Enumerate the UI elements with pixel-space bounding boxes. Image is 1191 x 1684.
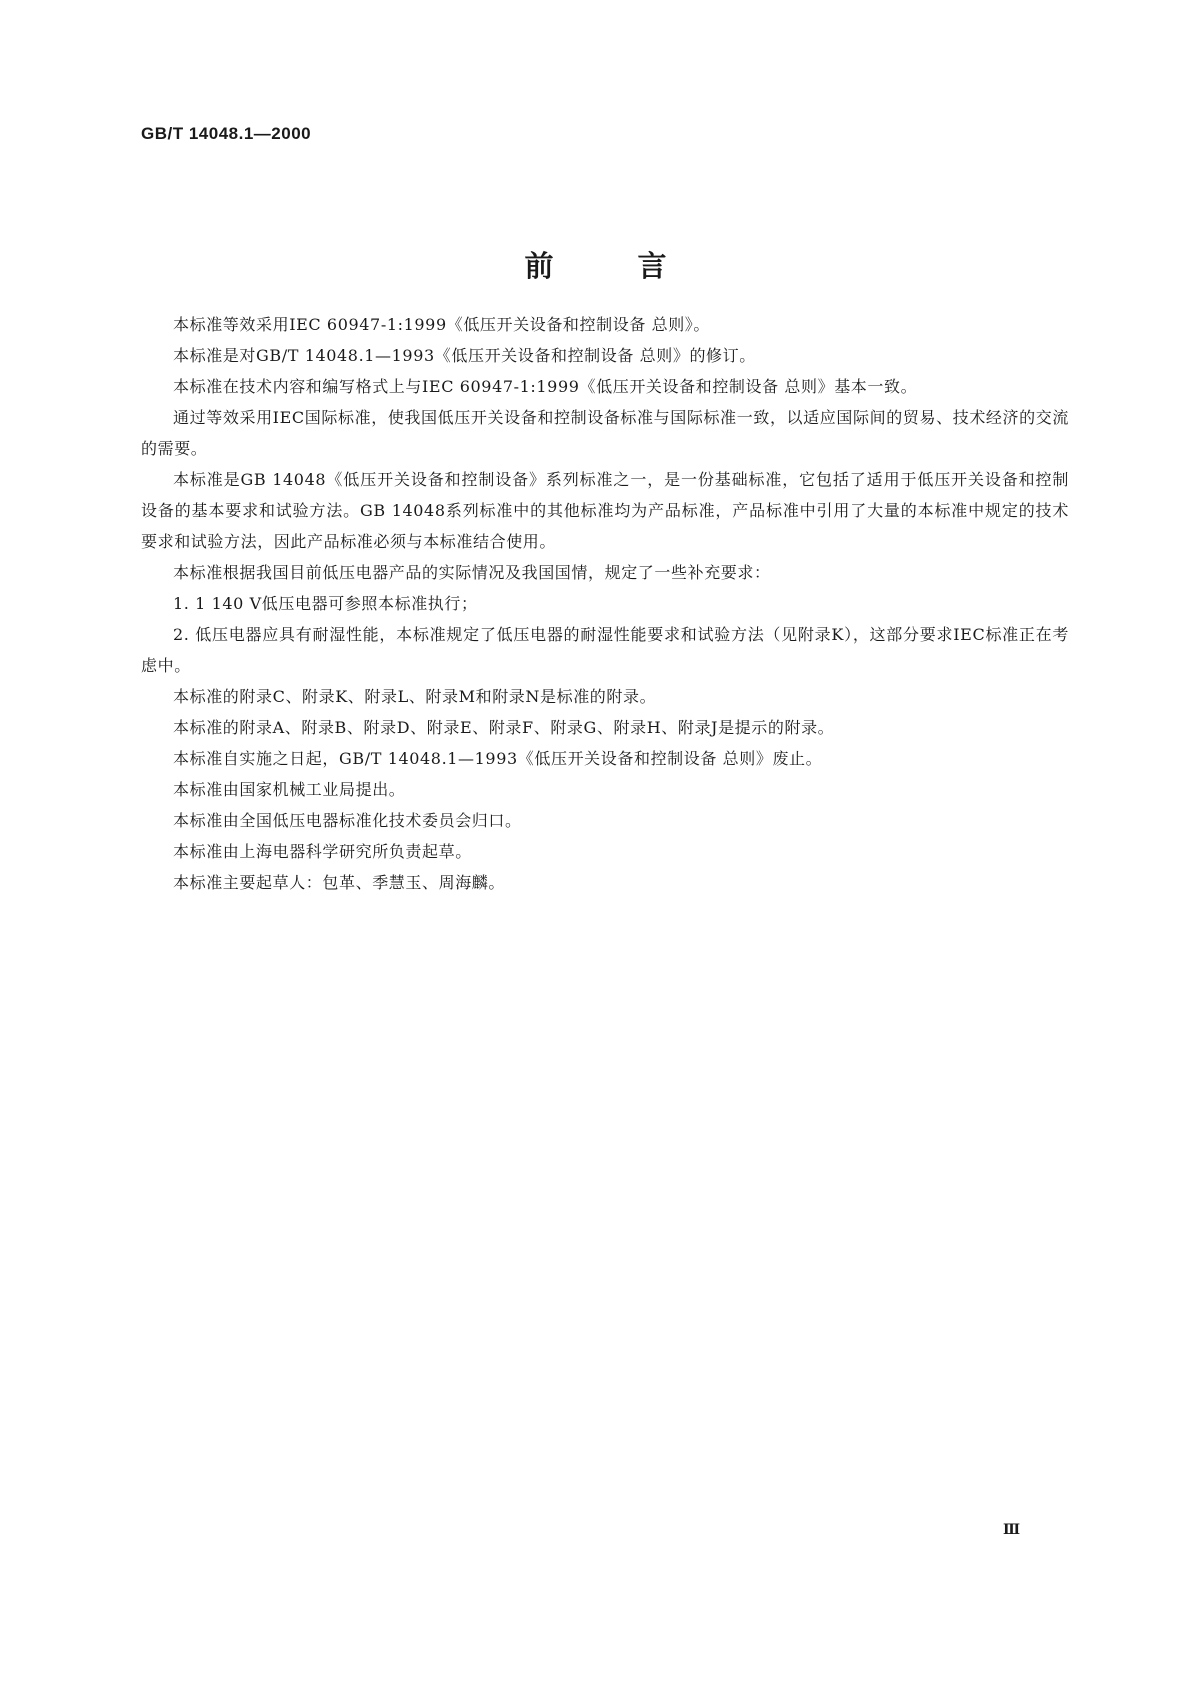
page-number: Ⅲ — [1003, 1522, 1021, 1538]
list-item: 2. 低压电器应具有耐湿性能，本标准规定了低压电器的耐湿性能要求和试验方法（见附录K），这部分要求IEC标准正在考虑中。 — [141, 625, 1069, 675]
foreword-body — [141, 309, 1069, 898]
paragraph: 本标准等效采用IEC 60947-1:1999《低压开关设备和控制设备 总则》。 — [173, 315, 711, 334]
paragraph: 本标准自实施之日起，GB/T 14048.1—1993《低压开关设备和控制设备 总则》废止。 — [173, 749, 823, 768]
paragraph: 本标准由国家机械工业局提出。 — [173, 780, 406, 799]
paragraph: 本标准由上海电器科学研究所负责起草。 — [173, 842, 472, 861]
paragraph: 本标准是GB 14048《低压开关设备和控制设备》系列标准之一，是一份基础标准，它包括了适用于低压开关设备和控制设备的基本要求和试验方法。GB 14048系列标准中的其他标准均为产品标准，产品标准中引用了大量的本标准中规定的技术要求和试验方法，因此产品标准必须与本标准结合使用。 — [141, 470, 1069, 551]
page-title: 前言 — [524, 249, 751, 283]
paragraph: 本标准的附录A、附录B、附录D、附录E、附录F、附录G、附录H、附录J是提示的附录。 — [173, 718, 835, 737]
paragraph: 本标准在技术内容和编写格式上与IEC 60947-1:1999《低压开关设备和控制设备 总则》基本一致。 — [173, 377, 918, 396]
paragraph: 本标准由全国低压电器标准化技术委员会归口。 — [173, 811, 522, 830]
paragraph: 通过等效采用IEC国际标准，使我国低压开关设备和控制设备标准与国际标准一致，以适应国际间的贸易、技术经济的交流的需要。 — [141, 408, 1069, 458]
paragraph: 本标准的附录C、附录K、附录L、附录M和附录N是标准的附录。 — [173, 687, 657, 706]
paragraph: 本标准主要起草人：包革、季慧玉、周海麟。 — [173, 873, 506, 892]
list-item: 1. 1 140 V低压电器可参照本标准执行； — [173, 594, 478, 613]
standard-number: GB/T 14048.1—2000 — [141, 124, 312, 143]
paragraph: 本标准根据我国目前低压电器产品的实际情况及我国国情，规定了一些补充要求： — [173, 563, 771, 582]
paragraph: 本标准是对GB/T 14048.1—1993《低压开关设备和控制设备 总则》的修订。 — [173, 346, 756, 365]
